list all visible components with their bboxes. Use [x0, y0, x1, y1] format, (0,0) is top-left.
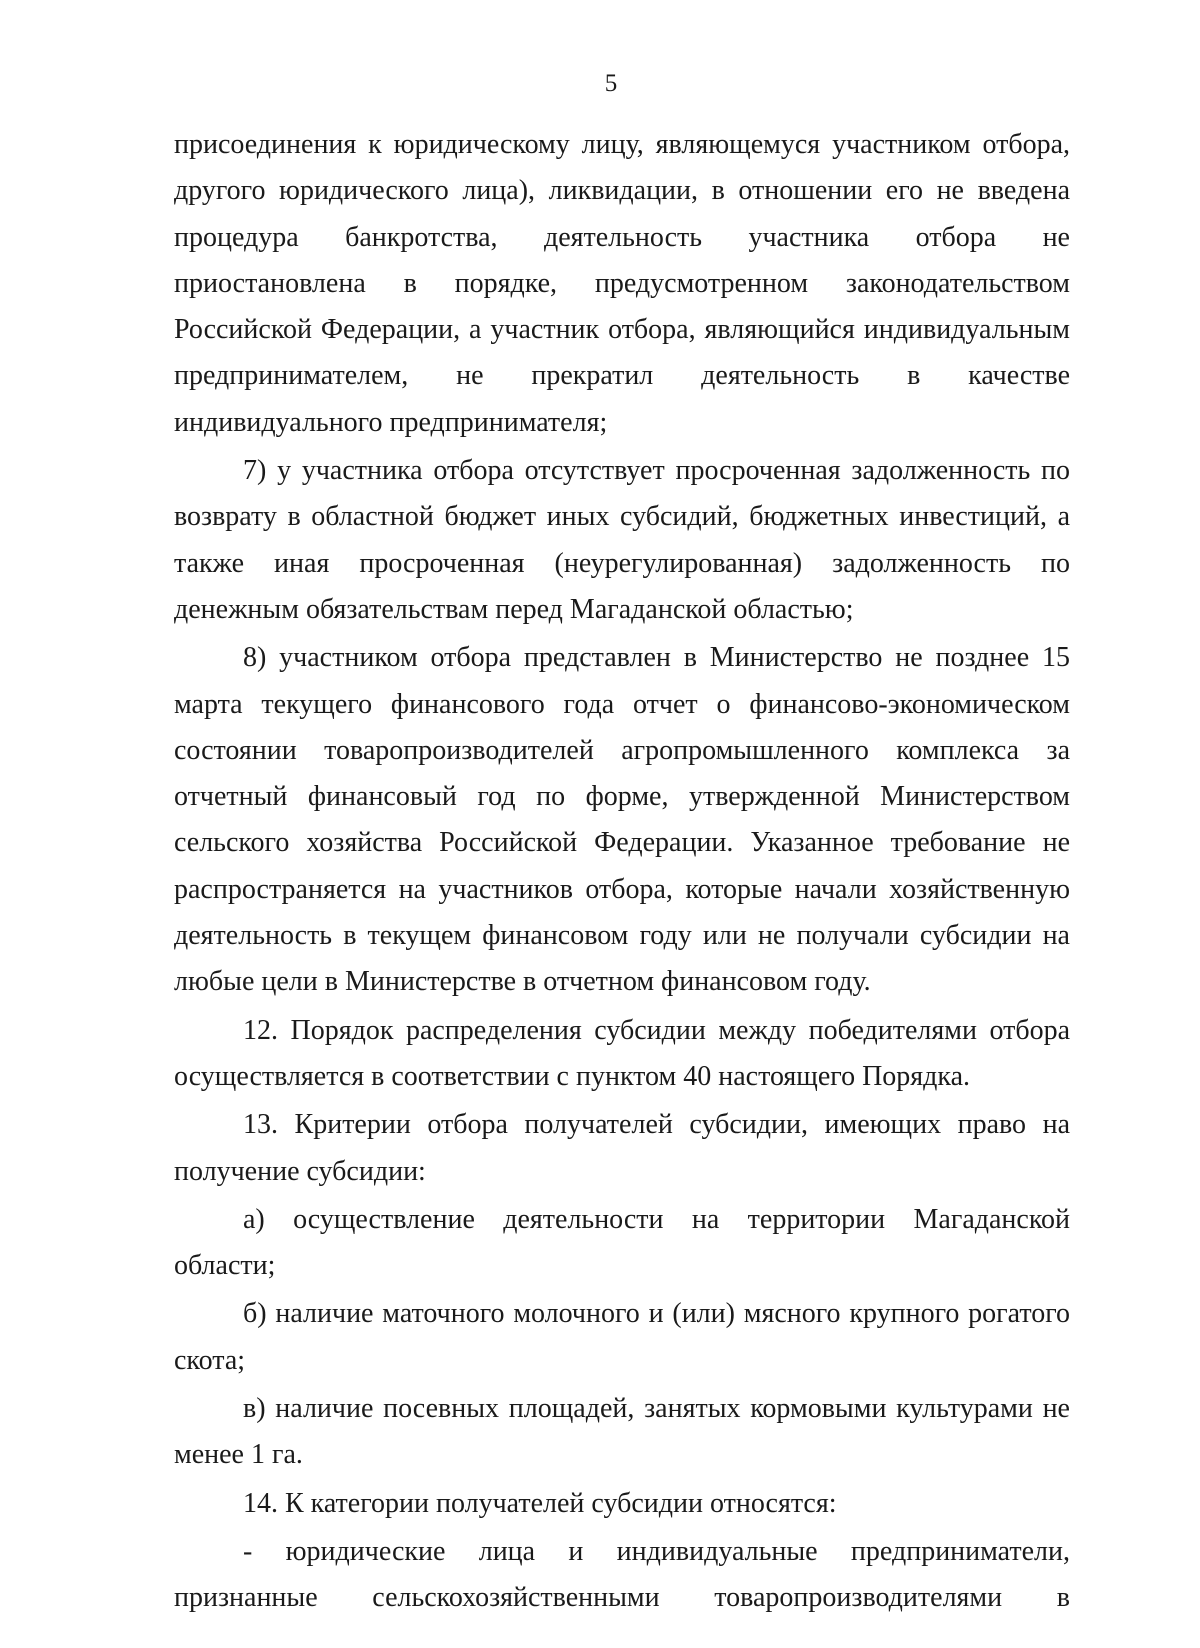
page-number: 5 — [604, 70, 618, 97]
paragraph-section-14: 14. К категории получателей субсидии относятся: — [243, 1487, 837, 1519]
paragraph-criterion-a: а) осуществление деятельности на территории Магаданской области; — [174, 1203, 1070, 1282]
paragraph-continuation: присоединения к юридическому лицу, являющемуся участником отбора, другого юридического лица), ликвидации, в отношении его не введена процедура банкротства, деятельность участника отбора не приостановлена в порядке, предусмотренном законодательством Российской Федерации, а участник отбора, являющийся индивидуальным предпринимателем, не прекратил деятельность в качестве индивидуального предпринимателя; — [174, 129, 1070, 438]
document-body — [174, 122, 1070, 1622]
paragraph-section-12: 12. Порядок распределения субсидии между победителями отбора осуществляется в соответствии с пунктом 40 настоящего Порядка. — [174, 1014, 1070, 1092]
paragraph-item-7: 7) у участника отбора отсутствует просроченная задолженность по возврату в областной бюджет иных субсидий, бюджетных инвестиций, а также иная просроченная (неурегулированная) задолженность по денежным обязательствам перед Магаданской областью; — [174, 455, 1070, 625]
paragraph-item-8: 8) участником отбора представлен в Министерство не позднее 15 марта текущего финансового года отчет о финансово-экономическом состоянии товаропроизводителей агропромышленного комплекса за отчетный финансовый год по форме, утвержденной Министерством сельского хозяйства Российской Федерации. Указанное требование не распространяется на участников отбора, которые начали хозяйственную деятельность в текущем финансовом году или не получали субсидии на любые цели в Министерстве в отчетном финансовом году. — [174, 642, 1070, 998]
paragraph-criterion-b: б) наличие маточного молочного и (или) мясного крупного рогатого скота; — [174, 1298, 1070, 1376]
paragraph-recipient-category: - юридические лица и индивидуальные предприниматели, признанные сельскохозяйственными товаропроизводителями в — [174, 1535, 1070, 1614]
paragraph-criterion-c: в) наличие посевных площадей, занятых кормовыми культурами не менее 1 га. — [174, 1393, 1070, 1471]
paragraph-section-13: 13. Критерии отбора получателей субсидии, имеющих право на получение субсидии: — [174, 1109, 1070, 1187]
